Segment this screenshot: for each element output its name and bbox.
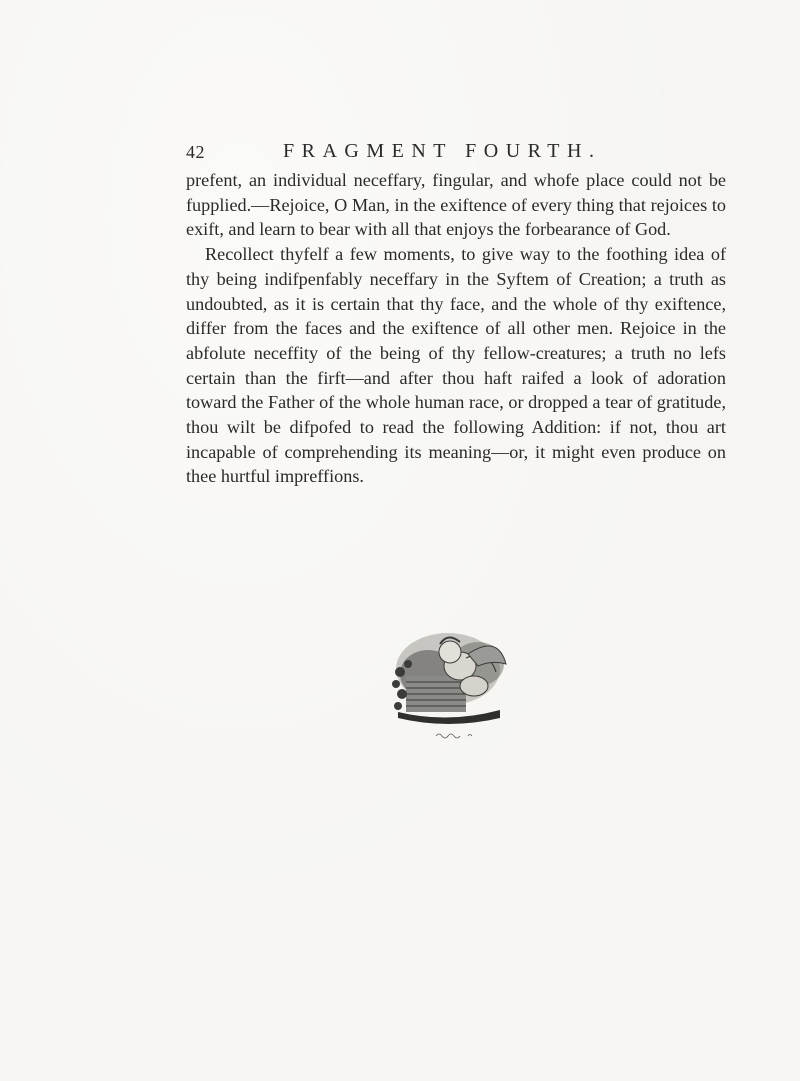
paragraph-1: prefent, an individual neceffary, fingular, and whofe place could not be fupplied.—Rejoice, O Man, in the exiftence of every thing that rejoices to exift, and learn to bear with all that enjoys the forbearance of God. — [186, 170, 726, 240]
paragraph-2: Recollect thyfelf a few moments, to give way to the foothing idea of thy being indifpenfably neceffary in the Syftem of Creation; a truth as undoubted, as it is certain that thy face, and the whole of thy exiftence, differ from the faces and the exiftence of all other men. Rejoice in the abfolute neceffity of the being of thy fellow-creatures; a truth no lefs certain than the firft—and after thou haft raifed a look of adoration toward the Father of the whole human race, or dropped a tear of gratitude, thou wilt be difpofed to read the following Addition: if not, thou art incapable of comprehending its meaning—or, it might even produce on thee hurtful impreffions. — [186, 244, 726, 487]
page-number: 42 — [186, 142, 205, 162]
running-title: FRAGMENT FOURTH. — [283, 140, 602, 162]
cherub-vignette-icon — [388, 614, 518, 754]
body-text — [186, 168, 726, 489]
page-header — [186, 140, 726, 170]
